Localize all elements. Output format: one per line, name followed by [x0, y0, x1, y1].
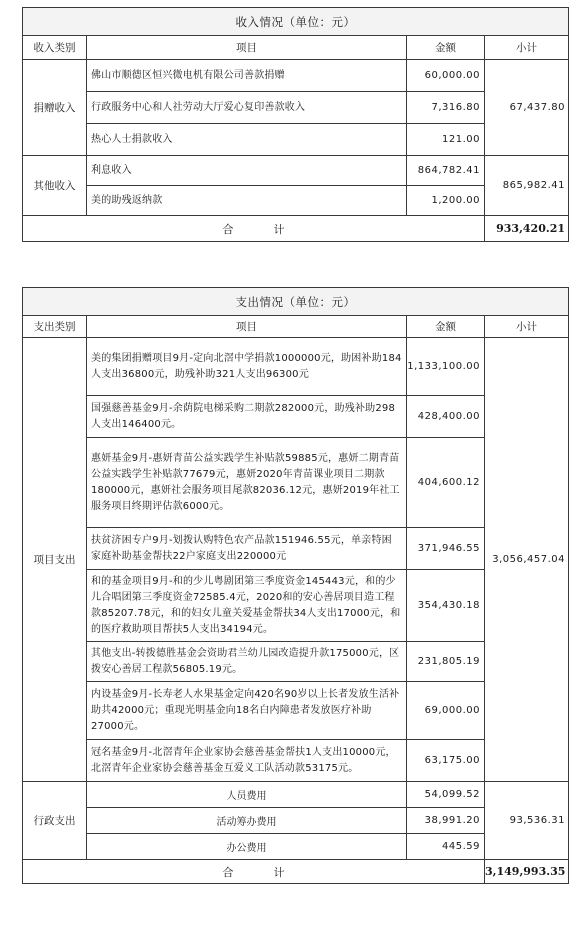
expense-header-amount: 金额 — [407, 316, 485, 338]
expense-item: 其他支出-转拨德胜基金会资助君兰幼儿园改造提升款175000元，区拨安心善居工程款56805.19元。 — [87, 642, 407, 682]
income-amount: 864,782.41 — [407, 156, 485, 186]
expense-item: 美的集团捐赠项目9月-定向北滘中学捐款1000000元，助困补助184人支出36800元，助残补助321人支出96300元 — [87, 338, 407, 396]
expense-item: 冠名基金9月-北滘青年企业家协会慈善基金帮扶1人支出10000元，北滘青年企业家协会慈善基金互爱义工队活动款53175元。 — [87, 740, 407, 782]
income-subtotal-donation: 67,437.80 — [485, 60, 569, 156]
income-subtotal-other: 865,982.41 — [485, 156, 569, 216]
expense-item: 活动筹办费用 — [87, 808, 407, 834]
income-header-category: 收入类别 — [23, 36, 87, 60]
table-row — [23, 338, 569, 396]
income-header-subtotal: 小计 — [485, 36, 569, 60]
expense-item: 内设基金9月-长寿老人水果基金定向420名90岁以上长者发放生活补助共42000元；重现光明基金向18名白内障患者发放医疗补助27000元。 — [87, 682, 407, 740]
expense-total: 3,149,993.35 — [485, 860, 569, 884]
income-item: 利息收入 — [87, 156, 407, 186]
expense-item: 办公费用 — [87, 834, 407, 860]
expense-amount: 354,430.18 — [407, 570, 485, 642]
income-item: 热心人士捐款收入 — [87, 124, 407, 156]
expense-amount: 69,000.00 — [407, 682, 485, 740]
income-total-label: 合计 — [23, 216, 485, 242]
income-item: 美的助残返纳款 — [87, 186, 407, 216]
income-item: 佛山市顺德区恒兴微电机有限公司善款捐赠 — [87, 60, 407, 92]
income-title: 收入情况（单位：元） — [23, 8, 569, 36]
table-row — [23, 60, 569, 92]
expense-title: 支出情况（单位：元） — [23, 288, 569, 316]
table-row — [23, 156, 569, 186]
expense-amount: 1,133,100.00 — [407, 338, 485, 396]
expense-category-project: 项目支出 — [23, 338, 87, 782]
expense-table — [22, 287, 569, 884]
expense-item: 惠妍基金9月-惠妍青苗公益实践学生补贴款59885元，惠妍二期青苗公益实践学生补贴款77679元，惠妍2020年青苗课业项目二期款180000元，惠妍社会服务项目尾款82036.12元，惠妍2019年社工服务项目终期评估款6000元。 — [87, 438, 407, 528]
expense-subtotal-project: 3,056,457.04 — [485, 338, 569, 782]
expense-amount: 231,805.19 — [407, 642, 485, 682]
income-amount: 121.00 — [407, 124, 485, 156]
income-header-amount: 金额 — [407, 36, 485, 60]
expense-item: 扶贫济困专户9月-划拨认购特色农产品款151946.55元，单亲特困家庭补助基金帮扶22户家庭支出220000元 — [87, 528, 407, 570]
expense-item: 人员费用 — [87, 782, 407, 808]
expense-item: 国强慈善基金9月-余荫院电梯采购二期款282000元，助残补助298人支出146400元。 — [87, 396, 407, 438]
expense-category-admin: 行政支出 — [23, 782, 87, 860]
income-category-donation: 捐赠收入 — [23, 60, 87, 156]
income-category-other: 其他收入 — [23, 156, 87, 216]
income-header-item: 项目 — [87, 36, 407, 60]
expense-total-label: 合计 — [23, 860, 485, 884]
expense-amount: 54,099.52 — [407, 782, 485, 808]
expense-amount: 404,600.12 — [407, 438, 485, 528]
income-amount: 1,200.00 — [407, 186, 485, 216]
income-item: 行政服务中心和人社劳动大厅爱心复印善款收入 — [87, 92, 407, 124]
expense-item: 和的基金项目9月-和的少儿粤剧团第三季度资金145443元，和的少儿合唱团第三季度资金72585.4元，2020和的安心善居项目造工程款85207.78元，和的妇女儿童关爱基金帮扶34人支出17000元，和的医疗救助项目帮扶5人支出34194元。 — [87, 570, 407, 642]
expense-amount: 38,991.20 — [407, 808, 485, 834]
income-amount: 60,000.00 — [407, 60, 485, 92]
expense-amount: 428,400.00 — [407, 396, 485, 438]
table-row — [23, 782, 569, 808]
income-amount: 7,316.80 — [407, 92, 485, 124]
income-table — [22, 7, 569, 242]
expense-amount: 371,946.55 — [407, 528, 485, 570]
expense-amount: 63,175.00 — [407, 740, 485, 782]
expense-header-subtotal: 小计 — [485, 316, 569, 338]
expense-header-category: 支出类别 — [23, 316, 87, 338]
expense-amount: 445.59 — [407, 834, 485, 860]
income-total: 933,420.21 — [485, 216, 569, 242]
expense-subtotal-admin: 93,536.31 — [485, 782, 569, 860]
expense-header-item: 项目 — [87, 316, 407, 338]
